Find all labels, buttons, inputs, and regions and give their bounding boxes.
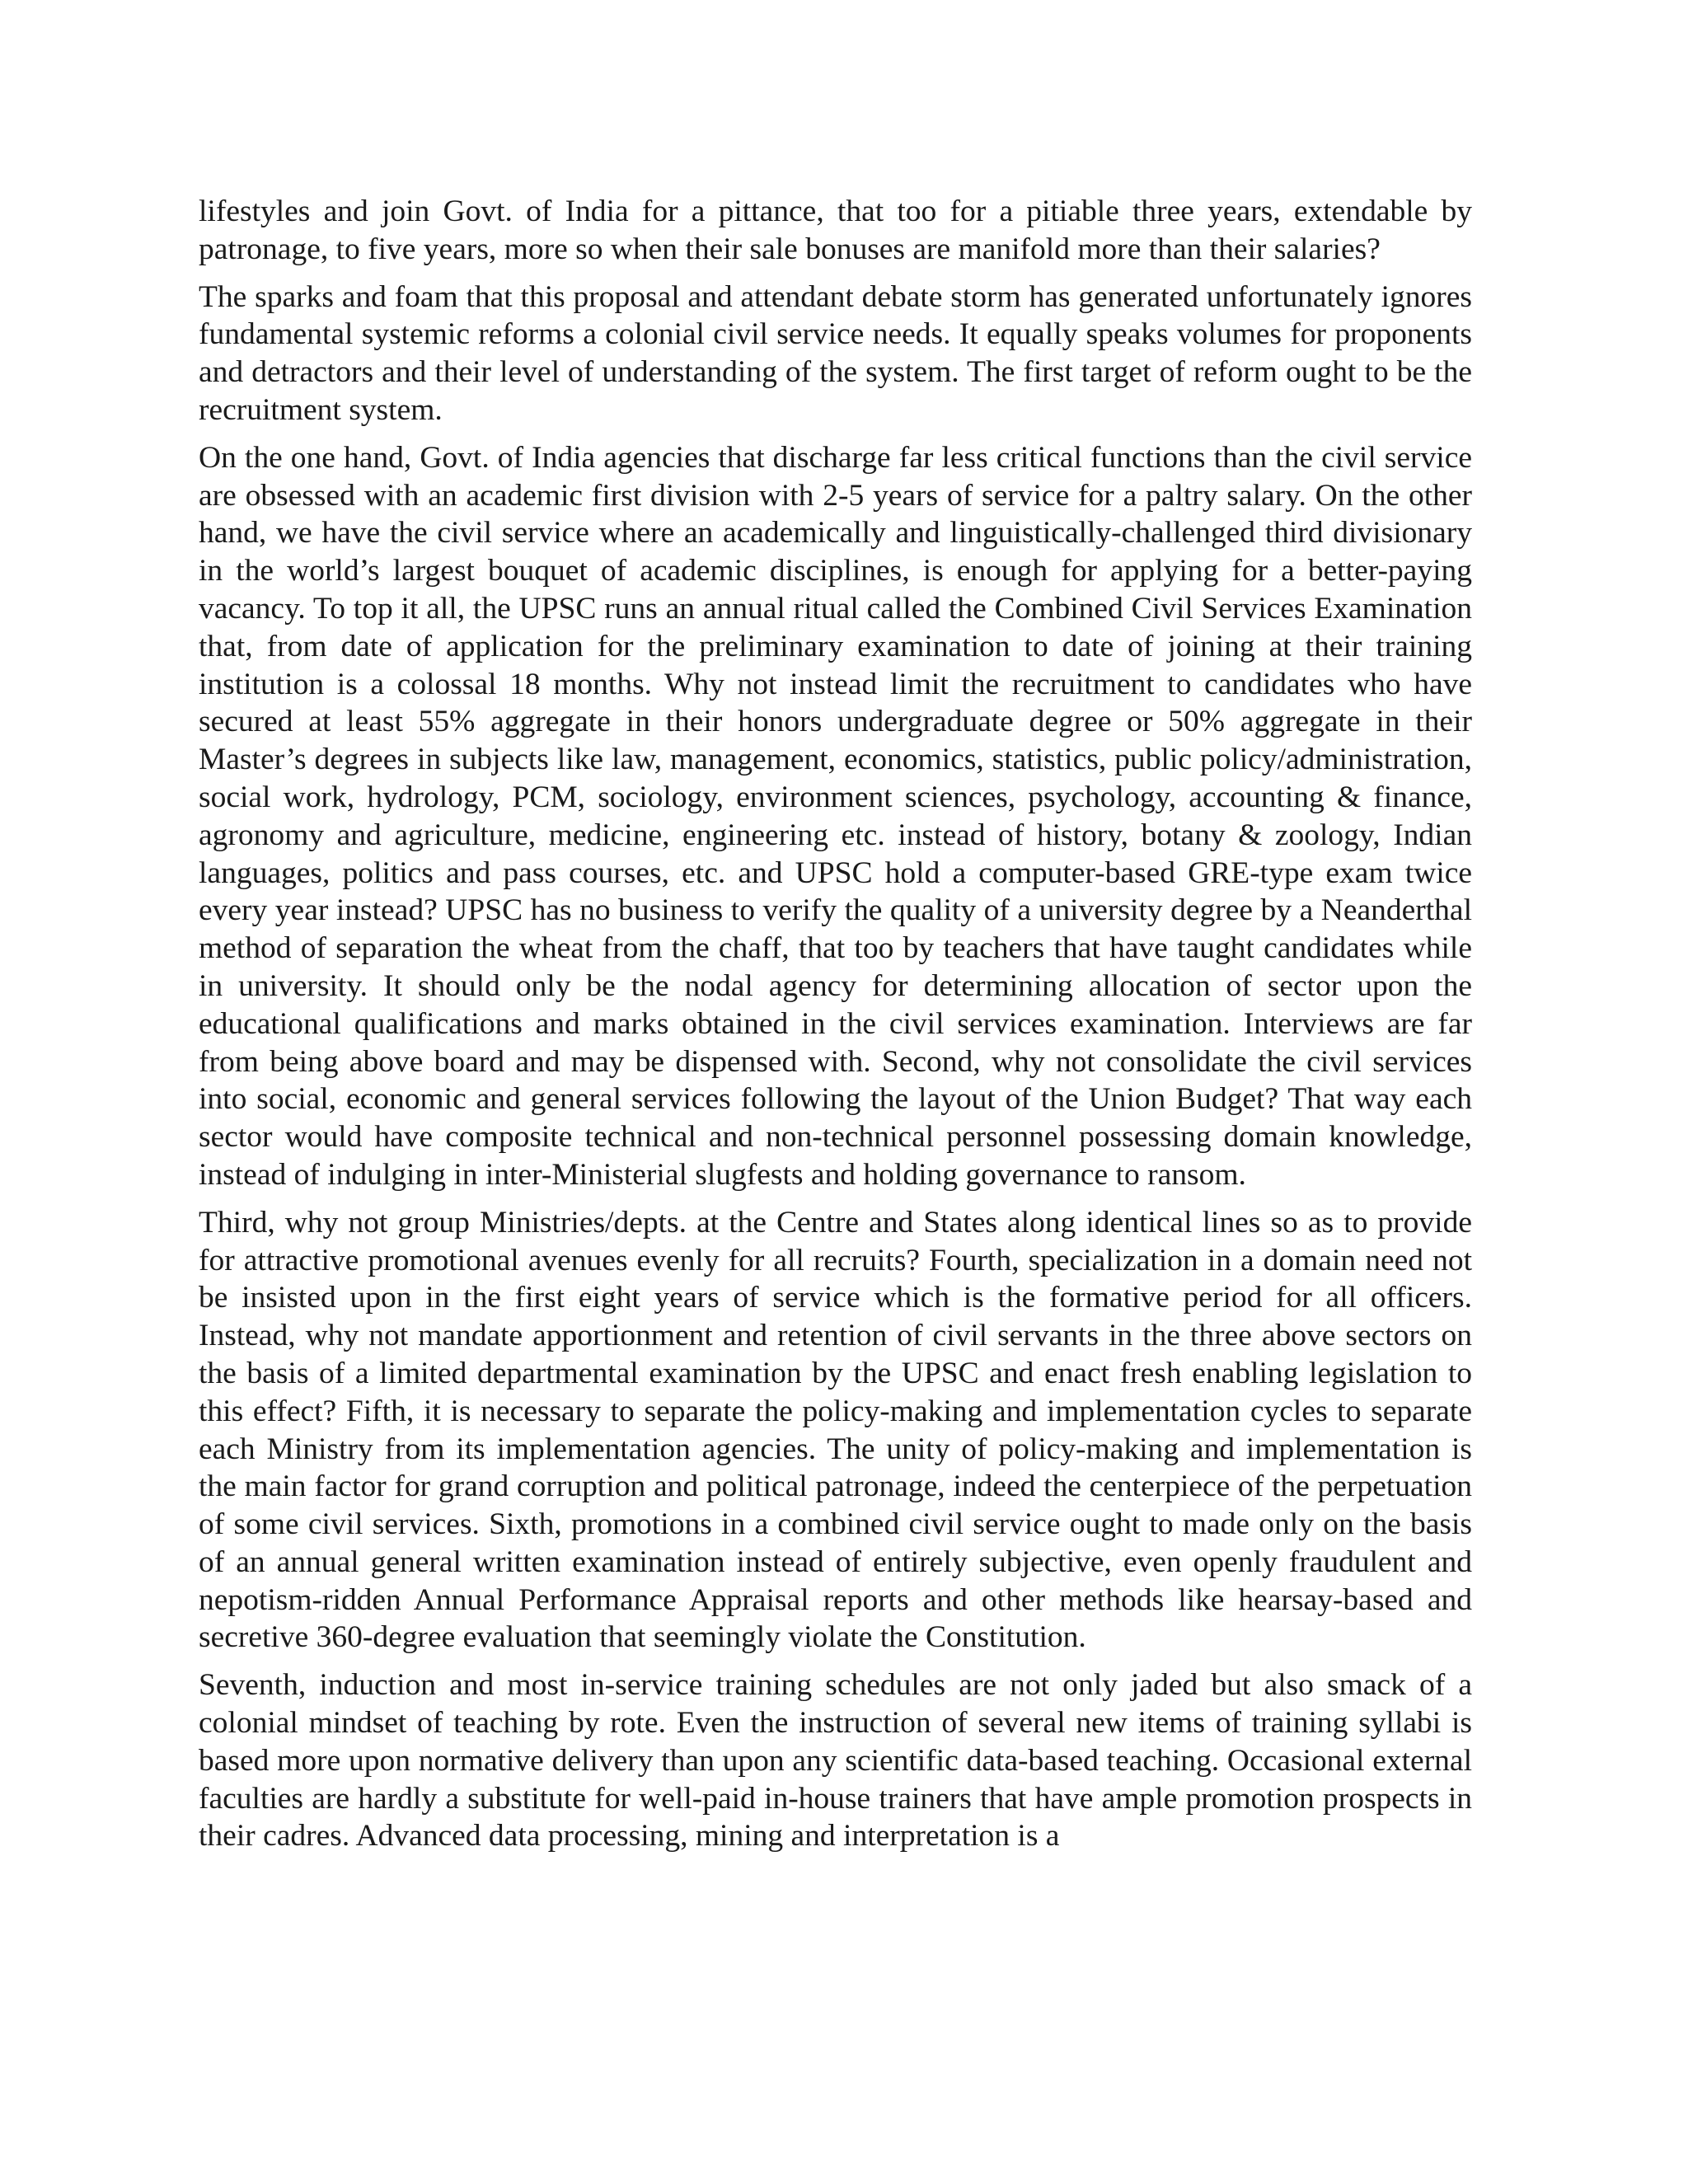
paragraph-recruitment-reform: On the one hand, Govt. of India agencies that discharge far less critical functions than the civil service are obsessed with an academic first division with 2-5 years of service for a paltry salary. On the other hand, we have the civil service where an academically and linguistically-challenged third divisionary in the world’s largest bouquet of academic disciplines, is enough for applying for a better-paying vacancy. To top it all, the UPSC runs an annual ritual called the Combined Civil Services Examination that, from date of application for the preliminary examination to date of joining at their training institution is a colossal 18 months. Why not instead limit the recruitment to candidates who have secured at least 55% aggregate in their honors undergraduate degree or 50% aggregate in their Master’s degrees in subjects like law, management, economics, statistics, public policy/administration, social work, hydrology, PCM, sociology, environment sciences, psychology, accounting & finance, agronomy and agriculture, medicine, engineering etc. instead of history, botany & zoology, Indian languages, politics and pass courses, etc. and UPSC hold a computer-based GRE-type exam twice every year instead? UPSC has no business to verify the quality of a university degree by a Neanderthal method of separation the wheat from the chaff, that too by teachers that have taught candidates while in university. It should only be the nodal agency for determining allocation of sector upon the educational qualifications and marks obtained in the civil services examination. Interviews are far from being above board and may be dispensed with. Second, why not consolidate the civil services into social, economic and general services following the layout of the Union Budget? That way each sector would have composite technical and non-technical personnel possessing domain knowledge, instead of indulging in inter-Ministerial slugfests and holding governance to ransom. (199, 440, 1472, 1192)
paragraph-seventh-training: Seventh, induction and most in-service training schedules are not only jaded but also smack of a colonial mindset of teaching by rote. Even the instruction of several new items of training syllabi is based more upon normative delivery than upon any scientific data-based teaching. Occasional external faculties are hardly a substitute for well-paid in-house trainers that have ample promotion prospects in their cadres. Advanced data processing, mining and interpretation is a (199, 1668, 1472, 1854)
paragraph-sparks-and-foam: The sparks and foam that this proposal and attendant debate storm has generated unfortunately ignores fundamental systemic reforms a colonial civil service needs. It equally speaks volumes for proponents and detractors and their level of understanding of the system. The first target of reform ought to be the recruitment system. (199, 279, 1472, 427)
document-body (199, 193, 1472, 1865)
paragraph-third-to-sixth-reforms: Third, why not group Ministries/depts. at the Centre and States along identical lines so as to provide for attractive promotional avenues evenly for all recruits? Fourth, specialization in a domain need not be insisted upon in the first eight years of service which is the formative period for all officers. Instead, why not mandate apportionment and retention of civil servants in the three above sectors on the basis of a limited departmental examination by the UPSC and enact fresh enabling legislation to this effect? Fifth, it is necessary to separate the policy-making and implementation cycles to separate each Ministry from its implementation agencies. The unity of policy-making and implementation is the main factor for grand corruption and political patronage, indeed the centerpiece of the perpetuation of some civil services. Sixth, promotions in a combined civil service ought to made only on the basis of an annual general written examination instead of entirely subjective, even openly fraudulent and nepotism-ridden Annual Performance Appraisal reports and other methods like hearsay-based and secretive 360-degree evaluation that seemingly violate the Constitution. (199, 1205, 1472, 1655)
paragraph-lifestyles: lifestyles and join Govt. of India for a pittance, that too for a pitiable three years, extendable by patronage, to five years, more so when their sale bonuses are manifold more than their salaries? (199, 194, 1472, 266)
